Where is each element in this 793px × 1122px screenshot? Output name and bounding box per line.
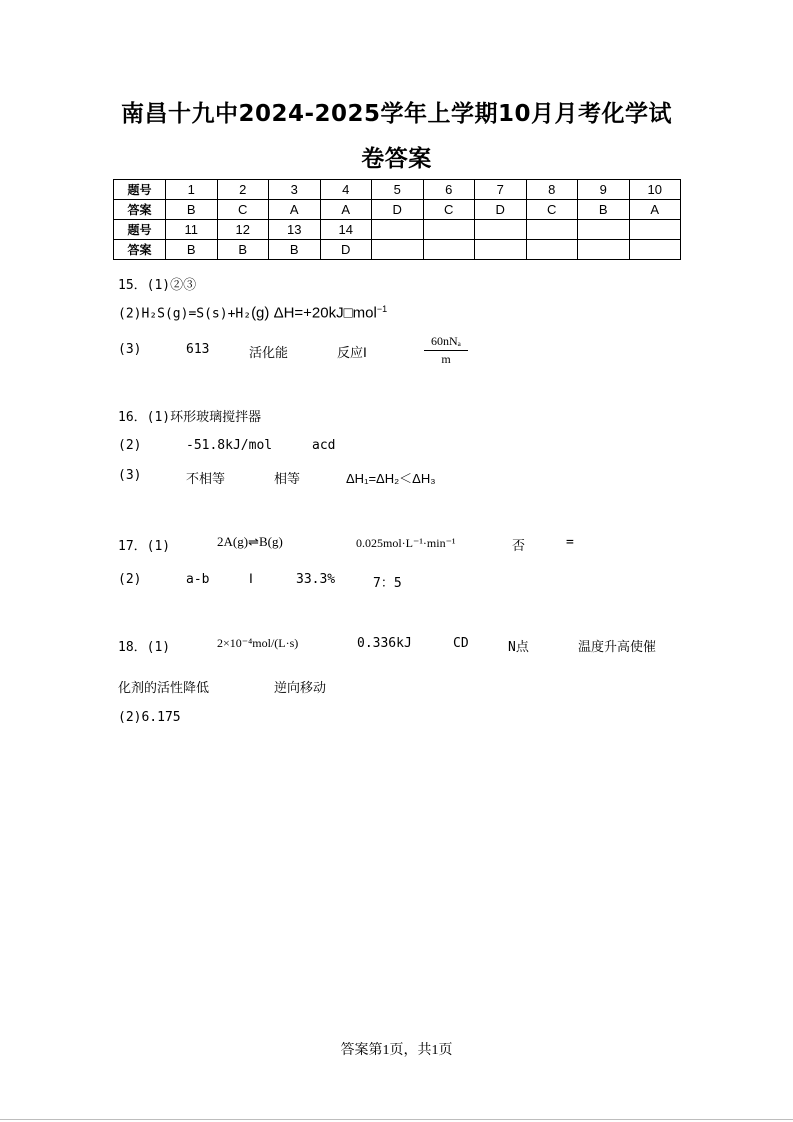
table-cell: C bbox=[526, 200, 578, 220]
table-cell bbox=[526, 220, 578, 240]
q18-part1-answer-d: N点 bbox=[508, 640, 529, 655]
q17-part2-answer-b: Ⅰ bbox=[249, 572, 253, 587]
table-cell bbox=[629, 220, 681, 240]
table-cell: 1 bbox=[166, 180, 218, 200]
table-cell bbox=[372, 220, 424, 240]
table-cell: D bbox=[372, 200, 424, 220]
q18-part1-answer-a: 2×10⁻⁴mol/(L·s) bbox=[217, 636, 299, 650]
q17-part1-answer-a: 2A(g)⇌B(g) bbox=[217, 534, 283, 549]
q18-part1-answer-c: CD bbox=[453, 636, 469, 651]
table-cell: 6 bbox=[423, 180, 475, 200]
table-cell: 12 bbox=[217, 220, 269, 240]
q15-part3-label: (3) bbox=[118, 342, 142, 357]
q15-part2 bbox=[118, 304, 387, 321]
table-row-header: 题号 bbox=[114, 180, 166, 200]
table-cell: A bbox=[629, 200, 681, 220]
page-bottom-divider bbox=[0, 1119, 793, 1120]
q16-part3-answer-c: ΔH₁=ΔH₂＜ΔH₃ bbox=[346, 471, 436, 486]
table-cell: 10 bbox=[629, 180, 681, 200]
table-cell: 14 bbox=[320, 220, 372, 240]
q15-part2-prefix: (2)H₂S(g)=S(s)+H₂ bbox=[118, 306, 252, 322]
q17-part1-answer-d: = bbox=[566, 535, 574, 550]
q17-part2-answer-d: 7：5 bbox=[373, 576, 402, 591]
page-footer: 答案第1页，共1页 bbox=[340, 1043, 453, 1058]
table-cell: A bbox=[320, 200, 372, 220]
table-cell: C bbox=[217, 200, 269, 220]
q16-part1: 16．(1)环形玻璃搅拌器 bbox=[118, 410, 262, 425]
table-cell bbox=[372, 240, 424, 260]
q17-part2-answer-c: 33.3% bbox=[296, 572, 336, 587]
q16-part2-answer-b: acd bbox=[312, 438, 336, 453]
page-title-line-2: 卷答案 bbox=[361, 146, 432, 172]
q17-part1-label: 17．(1) bbox=[118, 539, 171, 554]
table-cell: 3 bbox=[269, 180, 321, 200]
table-cell bbox=[475, 240, 527, 260]
table-cell bbox=[629, 240, 681, 260]
table-cell: B bbox=[578, 200, 630, 220]
table-cell bbox=[578, 240, 630, 260]
table-row-header: 题号 bbox=[114, 220, 166, 240]
q18-part1-answer-f: 逆向移动 bbox=[274, 681, 327, 696]
q17-part1-answer-c: 否 bbox=[512, 539, 526, 554]
table-cell: 2 bbox=[217, 180, 269, 200]
q17-part2-label: (2) bbox=[118, 572, 142, 587]
q15-part2-exponent: −1 bbox=[376, 304, 388, 314]
answer-table bbox=[113, 179, 681, 260]
q15-fraction-numerator: 60nNₐ bbox=[424, 334, 468, 351]
q16-part3-label: (3) bbox=[118, 468, 142, 483]
table-cell: 8 bbox=[526, 180, 578, 200]
q15-part3-answer-c: 反应Ⅰ bbox=[337, 346, 367, 361]
table-cell: 7 bbox=[475, 180, 527, 200]
q18-part1-answer-e: 温度升高使催 bbox=[578, 640, 657, 655]
table-row-header: 答案 bbox=[114, 240, 166, 260]
table-cell: 9 bbox=[578, 180, 630, 200]
page-title-line-1: 南昌十九中2024-2025学年上学期10月月考化学试 bbox=[120, 101, 673, 127]
table-cell: D bbox=[320, 240, 372, 260]
q15-part2-enthalpy: (g) ΔH=+20kJ□mol bbox=[251, 304, 377, 322]
q17-part1-answer-b: 0.025mol·L⁻¹·min⁻¹ bbox=[356, 536, 456, 550]
table-cell: B bbox=[166, 200, 218, 220]
table-row bbox=[114, 220, 681, 240]
table-row bbox=[114, 180, 681, 200]
q15-fraction-denominator: m bbox=[441, 352, 451, 366]
q18-part1-answer-b: 0.336kJ bbox=[357, 636, 412, 651]
q16-part3-answer-a: 不相等 bbox=[186, 472, 226, 487]
table-cell bbox=[423, 220, 475, 240]
q18-part1-continuation: 化剂的活性降低 bbox=[118, 681, 210, 696]
table-cell: 5 bbox=[372, 180, 424, 200]
q16-part2-label: (2) bbox=[118, 438, 142, 453]
q15-part3-answer-a: 613 bbox=[186, 342, 210, 357]
q15-part1: 15．(1)②③ bbox=[118, 278, 197, 293]
q15-fraction bbox=[424, 334, 468, 367]
table-cell: B bbox=[217, 240, 269, 260]
q16-part2-answer-a: -51.8kJ/mol bbox=[186, 438, 273, 453]
table-cell bbox=[578, 220, 630, 240]
table-cell: D bbox=[475, 200, 527, 220]
table-row-header: 答案 bbox=[114, 200, 166, 220]
table-cell: B bbox=[166, 240, 218, 260]
table-cell bbox=[526, 240, 578, 260]
q15-part3-answer-b: 活化能 bbox=[249, 346, 289, 361]
table-cell: A bbox=[269, 200, 321, 220]
table-cell: C bbox=[423, 200, 475, 220]
table-cell: B bbox=[269, 240, 321, 260]
table-row bbox=[114, 200, 681, 220]
table-cell: 4 bbox=[320, 180, 372, 200]
q17-part2-answer-a: a-b bbox=[186, 572, 210, 587]
q18-part1-label: 18．(1) bbox=[118, 640, 171, 655]
q16-part3-answer-b: 相等 bbox=[274, 472, 301, 487]
table-cell: 11 bbox=[166, 220, 218, 240]
table-row bbox=[114, 240, 681, 260]
table-cell: 13 bbox=[269, 220, 321, 240]
table-cell bbox=[475, 220, 527, 240]
table-cell bbox=[423, 240, 475, 260]
q18-part2: (2)6.175 bbox=[118, 710, 181, 725]
